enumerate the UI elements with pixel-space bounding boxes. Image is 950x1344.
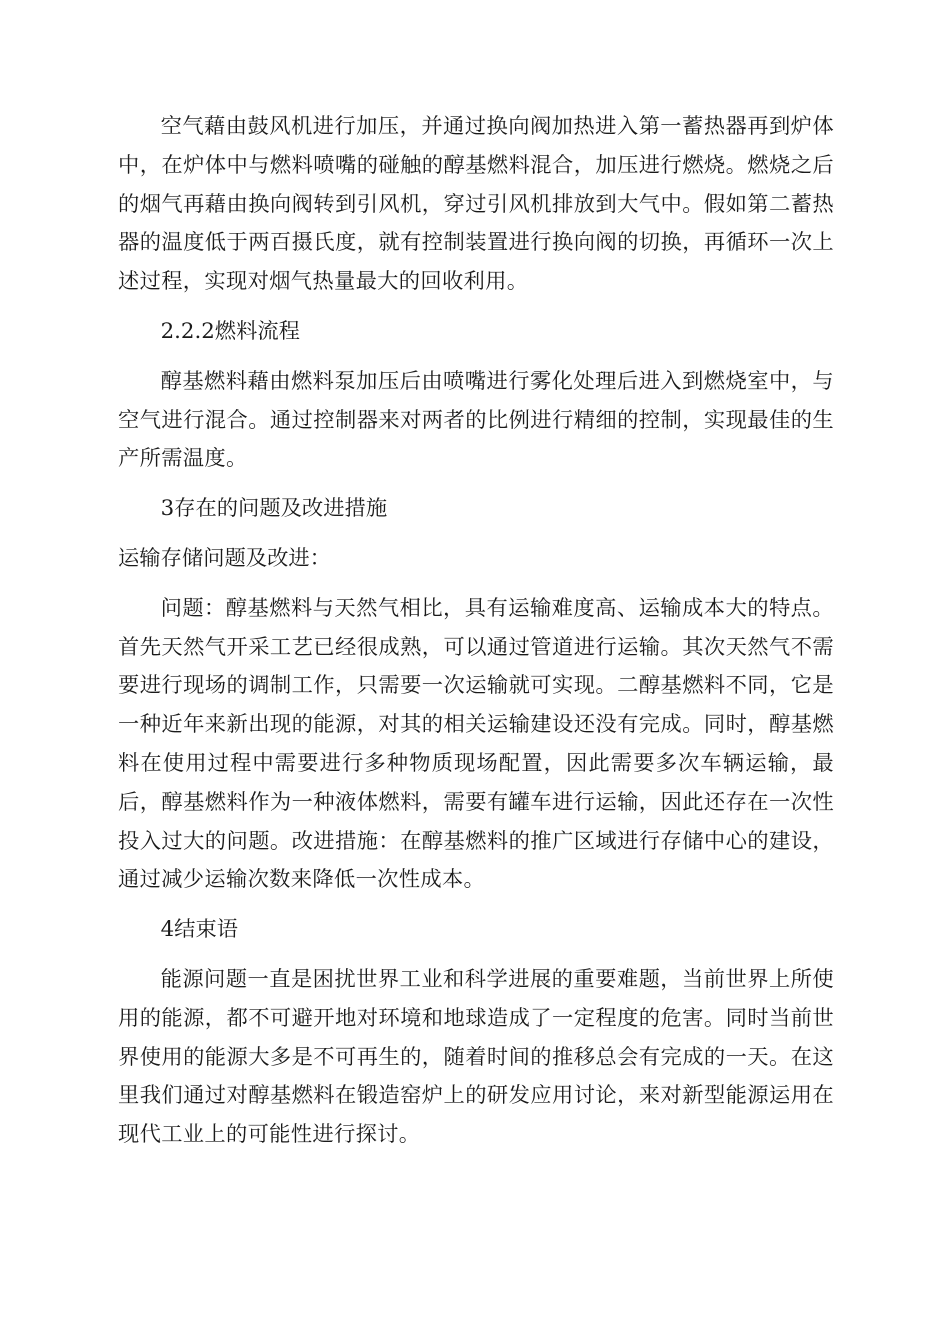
document-page: [118, 108, 834, 1155]
paragraph-conclusion: 能源问题一直是困扰世界工业和科学进展的重要难题，当前世界上所使用的能源，都不可避开地对环境和地球造成了一定程度的危害。同时当前世界使用的能源大多是不可再生的，随着时间的推移总会有完成的一天。在这里我们通过对醇基燃料在锻造窑炉上的研发应用讨论，来对新型能源运用在现代工业上的可能性进行探讨。: [118, 966, 834, 1148]
subheading-transport-storage: 运输存储问题及改进：: [118, 545, 331, 571]
spacer: [118, 352, 834, 363]
spacer: [118, 900, 834, 911]
paragraph-fuel-flow: 醇基燃料藉由燃料泵加压后由喷嘴进行雾化处理后进入到燃烧室中，与空气进行混合。通过控制器来对两者的比例进行精细的控制，实现最佳的生产所需温度。: [118, 368, 834, 472]
spacer: [118, 579, 834, 590]
spacer: [118, 950, 834, 961]
section-heading-4: 4结束语: [160, 917, 239, 943]
paragraph-transport-problem: 问题：醇基燃料与天然气相比，具有运输难度高、运输成本大的特点。首先天然气开采工艺已经很成熟，可以通过管道进行运输。其次天然气不需要进行现场的调制工作，只需要一次运输就可实现。二醇基燃料不同，它是一种近年来新出现的能源，对其的相关运输建设还没有完成。同时，醇基燃料在使用过程中需要进行多种物质现场配置，因此需要多次车辆运输，最后，醇基燃料作为一种液体燃料，需要有罐车进行运输，因此还存在一次性投入过大的问题。改进措施：在醇基燃料的推广区域进行存储中心的建设，通过减少运输次数来降低一次性成本。: [118, 595, 834, 893]
spacer: [118, 302, 834, 313]
spacer: [118, 529, 834, 540]
section-heading-3: 3存在的问题及改进措施: [160, 496, 388, 522]
section-heading-2-2-2: 2.2.2燃料流程: [160, 318, 300, 344]
spacer: [118, 479, 834, 490]
paragraph-air-flow: 空气藉由鼓风机进行加压，并通过换向阀加热进入第一蓄热器再到炉体中，在炉体中与燃料喷嘴的碰触的醇基燃料混合，加压进行燃烧。燃烧之后的烟气再藉由换向阀转到引风机，穿过引风机排放到大气中。假如第二蓄热器的温度低于两百摄氏度，就有控制装置进行换向阀的切换，再循环一次上述过程，实现对烟气热量最大的回收利用。: [118, 114, 834, 295]
